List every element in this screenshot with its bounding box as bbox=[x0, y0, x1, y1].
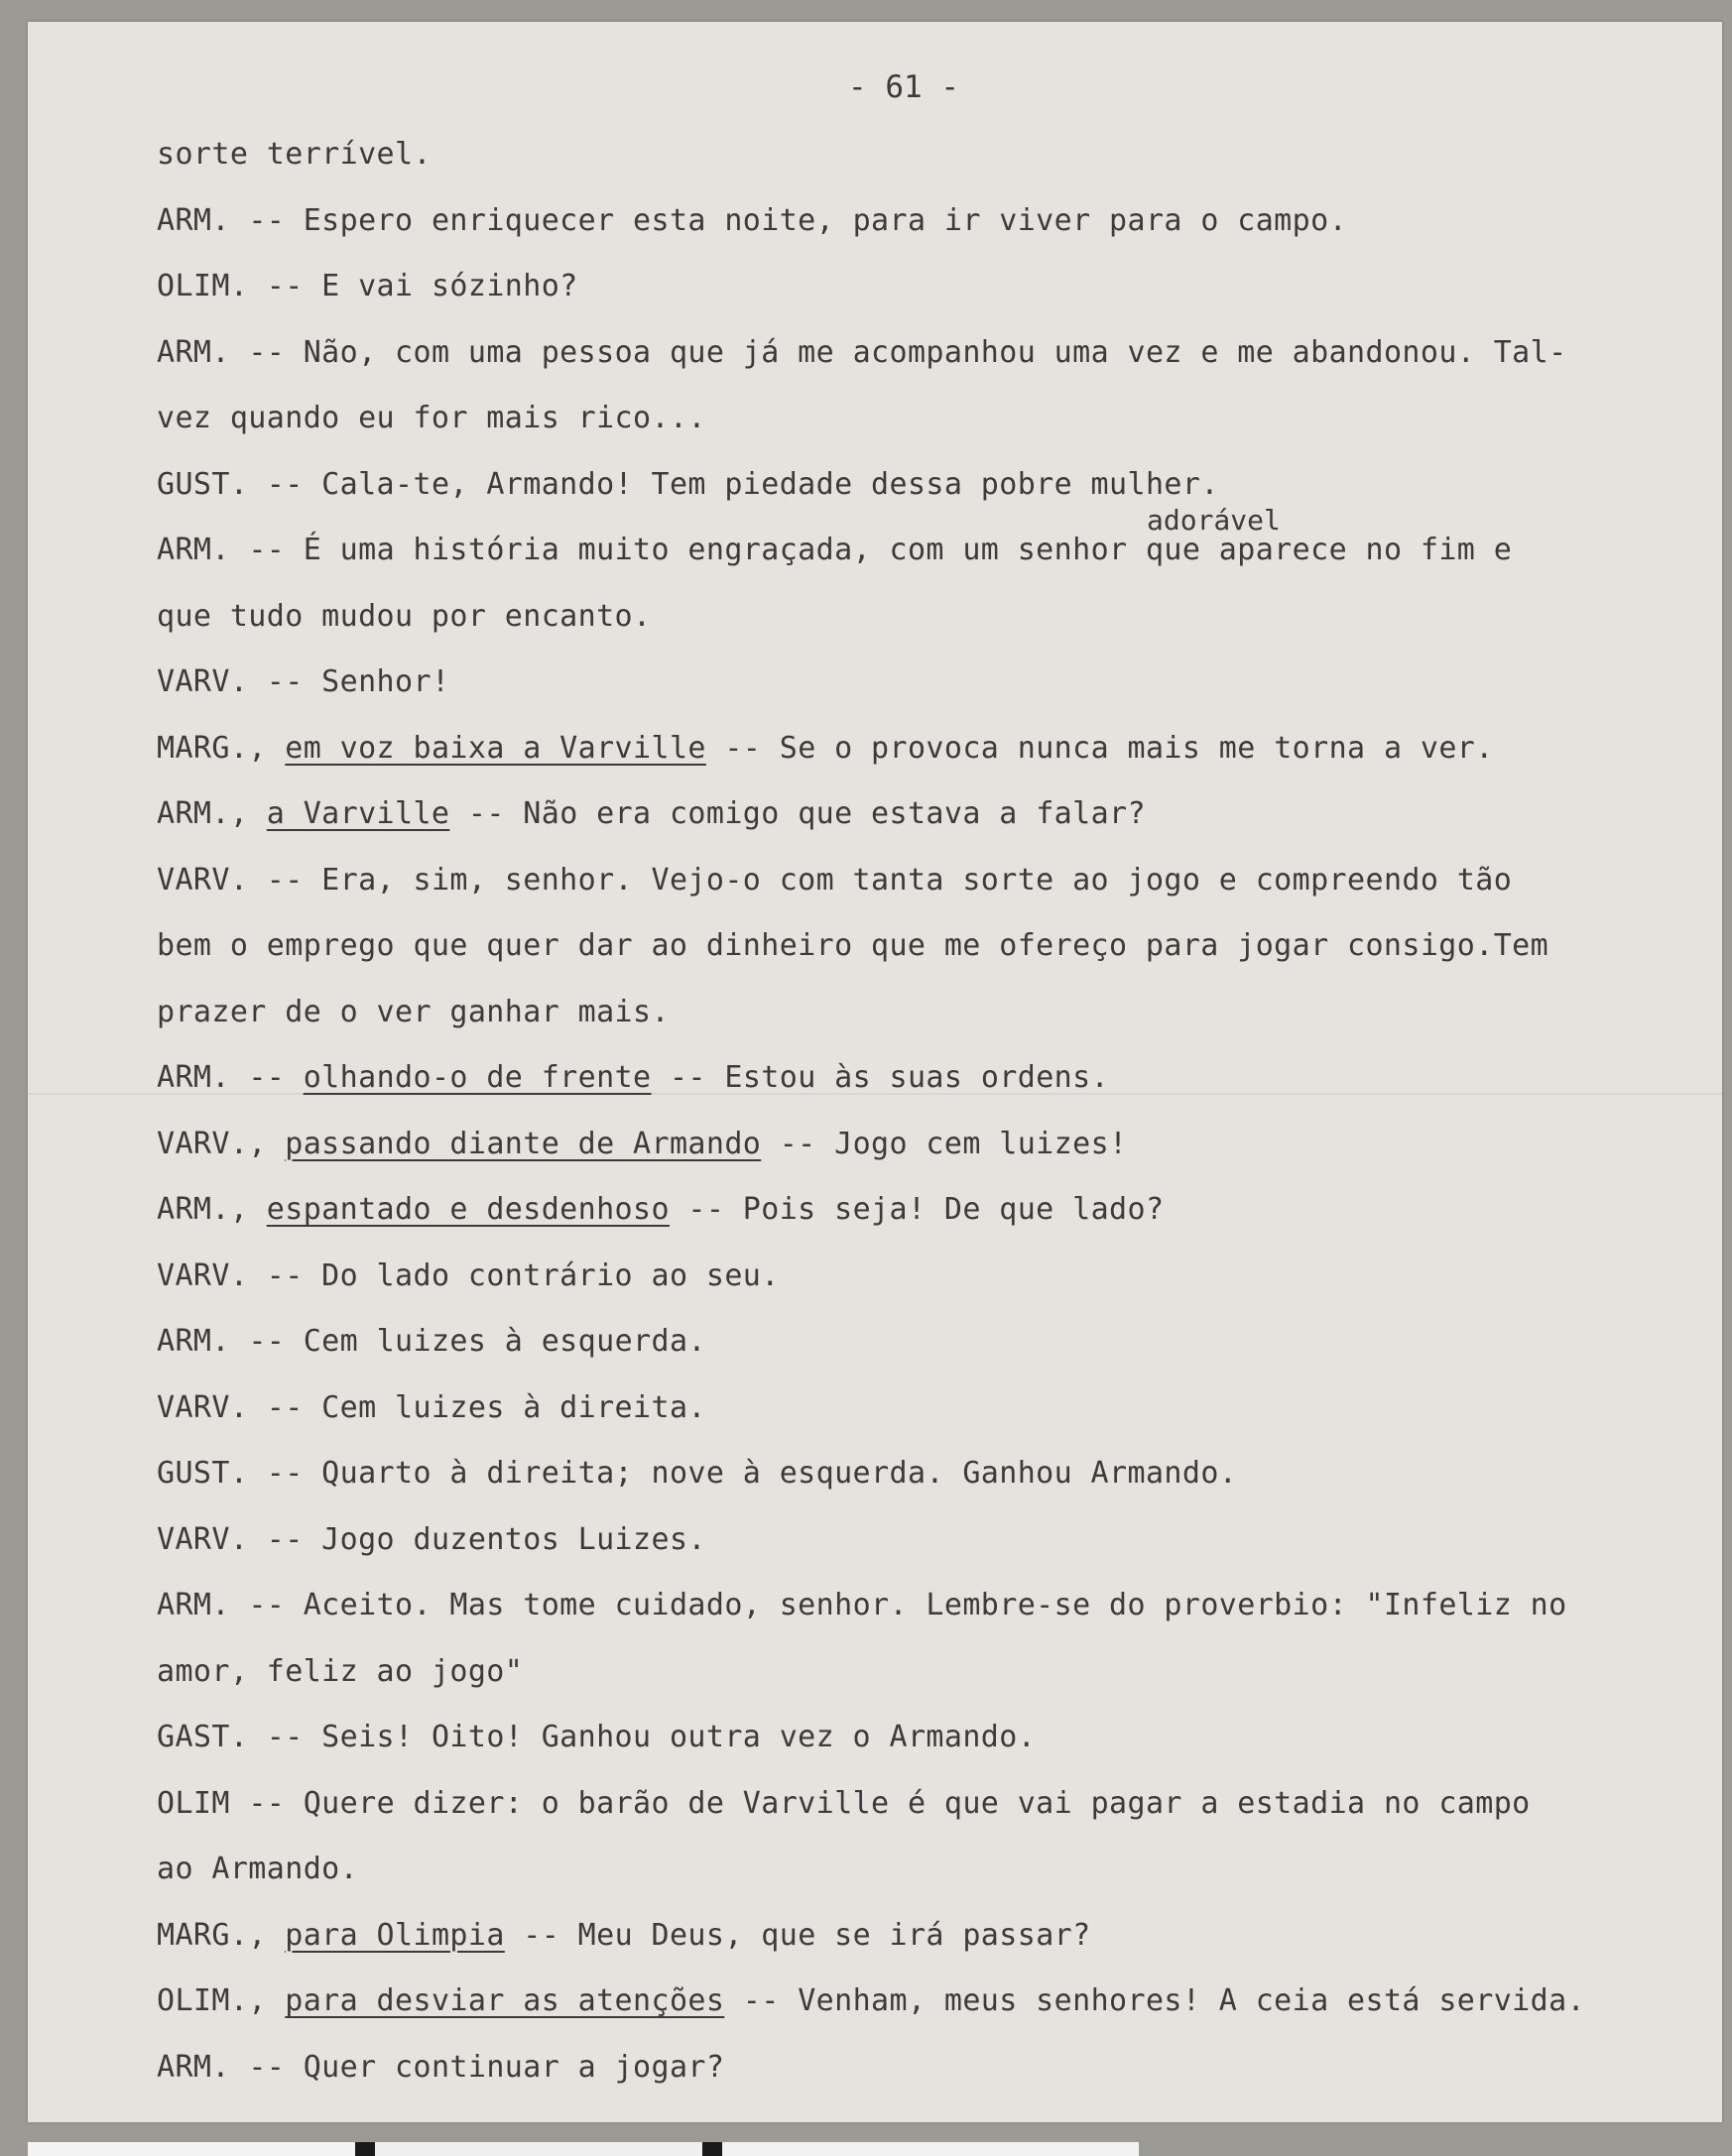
script-line bbox=[157, 2050, 724, 2085]
dash-separator: -- bbox=[229, 2049, 304, 2085]
script-line bbox=[157, 1060, 1109, 1095]
dash-separator: -- bbox=[248, 466, 322, 502]
stage-direction: passando diante de Armando bbox=[285, 1126, 762, 1161]
handwritten-insertion: adorável bbox=[1147, 504, 1281, 537]
speaker-name: GAST. bbox=[157, 1720, 249, 1754]
speaker-name: VARV. bbox=[157, 1521, 249, 1557]
dialogue-text: Espero enriquecer esta noite, para ir viver para o campo. bbox=[303, 202, 1348, 238]
speaker-name: VARV. bbox=[157, 1389, 249, 1425]
dialogue-text: Se o provoca nunca mais me torna a ver. bbox=[779, 730, 1494, 766]
speaker-name: VARV. bbox=[157, 862, 249, 898]
speaker-name: GUST. bbox=[157, 466, 249, 502]
dialogue-text: Venham, meus senhores! A ceia está servida. bbox=[798, 1983, 1586, 2018]
script-line bbox=[157, 1456, 1237, 1491]
script-line bbox=[157, 863, 1512, 898]
dash-separator: -- bbox=[229, 1785, 304, 1821]
script-line bbox=[157, 1983, 1585, 2018]
script-line bbox=[157, 1522, 706, 1557]
script-line bbox=[157, 928, 1548, 963]
speaker-name: ARM., bbox=[157, 1192, 249, 1227]
dash-separator: -- bbox=[669, 1192, 743, 1227]
dialogue-text: Do lado contrário ao seu. bbox=[321, 1258, 780, 1293]
dialogue-text: Meu Deus, que se irá passar? bbox=[577, 1917, 1091, 1953]
speaker-name: MARG., bbox=[157, 730, 267, 766]
speaker-name: ARM. bbox=[157, 533, 230, 567]
script-line bbox=[157, 1258, 780, 1293]
dialogue-text: Não, com uma pessoa que já me acompanhou uma vez e me abandonou. Tal- bbox=[303, 334, 1567, 370]
dash-separator: -- bbox=[248, 1456, 322, 1491]
stage-direction: a Varville bbox=[266, 796, 450, 831]
dialogue-text: bem o emprego que quer dar ao dinheiro que me ofereço para jogar consigo.Tem bbox=[157, 928, 1549, 963]
dash-separator: -- bbox=[504, 1917, 578, 1953]
dash-separator: -- bbox=[229, 1588, 304, 1622]
dialogue-text: Aceito. Mas tome cuidado, senhor. Lembre-se do proverbio: "Infeliz no bbox=[303, 1588, 1567, 1622]
script-line bbox=[157, 1654, 523, 1689]
dash-separator: -- bbox=[449, 796, 524, 831]
dialogue-text: Não era comigo que estava a falar? bbox=[523, 796, 1146, 831]
script-line bbox=[157, 796, 1146, 831]
dash-separator: -- bbox=[724, 1983, 799, 2018]
script-line bbox=[157, 1852, 358, 1886]
dialogue-text: Seis! Oito! Ganhou outra vez o Armando. bbox=[321, 1720, 1037, 1754]
script-line bbox=[157, 533, 1512, 567]
dash-separator: -- bbox=[229, 533, 304, 567]
script-line bbox=[157, 269, 578, 303]
script-line bbox=[157, 995, 670, 1029]
script-line bbox=[157, 664, 449, 699]
speaker-name: ARM. bbox=[157, 334, 230, 370]
dialogue-text: prazer de o ver ganhar mais. bbox=[157, 994, 670, 1029]
script-line bbox=[157, 1918, 1091, 1953]
script-line bbox=[157, 467, 1219, 502]
speaker-name: OLIM. bbox=[157, 269, 249, 303]
dialogue-text: sorte terrível. bbox=[157, 137, 432, 172]
speaker-name: OLIM., bbox=[157, 1983, 267, 2018]
stage-direction: para Olimpia bbox=[285, 1917, 505, 1953]
script-line bbox=[157, 401, 706, 435]
speaker-name: GUST. bbox=[157, 1456, 249, 1491]
dash-separator: -- bbox=[248, 1521, 322, 1557]
dash-separator: -- bbox=[705, 730, 780, 766]
script-line bbox=[157, 731, 1494, 766]
dash-separator: -- bbox=[229, 334, 304, 370]
dash-separator: -- bbox=[229, 1324, 304, 1359]
speaker-name: ARM. bbox=[157, 1588, 230, 1622]
dialogue-text: Cem luizes à esquerda. bbox=[303, 1324, 706, 1359]
script-line bbox=[157, 1324, 706, 1359]
dialogue-text: Cala-te, Armando! Tem piedade dessa pobre mulher. bbox=[321, 466, 1219, 502]
dialogue-text: vez quando eu for mais rico... bbox=[157, 401, 706, 435]
script-line bbox=[157, 1720, 1036, 1754]
dialogue-text: amor, feliz ao jogo" bbox=[157, 1653, 524, 1689]
dash-separator: -- bbox=[248, 1258, 322, 1293]
dialogue-text: Quer continuar a jogar? bbox=[303, 2049, 725, 2085]
dash-separator: -- bbox=[229, 1060, 304, 1095]
dash-separator: -- bbox=[651, 1060, 725, 1095]
speaker-name: ARM. bbox=[157, 202, 230, 238]
speaker-name: ARM. bbox=[157, 1060, 230, 1095]
dialogue-text: Jogo cem luizes! bbox=[834, 1126, 1128, 1161]
dialogue-text: Cem luizes à direita. bbox=[321, 1389, 706, 1425]
speaker-name: OLIM bbox=[157, 1785, 230, 1821]
dialogue-text: que tudo mudou por encanto. bbox=[157, 598, 652, 634]
dialogue-text: ao Armando. bbox=[157, 1852, 359, 1886]
speaker-name: MARG., bbox=[157, 1917, 267, 1953]
dialogue-text: E vai sózinho? bbox=[321, 269, 578, 303]
color-scale-bar bbox=[28, 2142, 1139, 2156]
dash-separator: -- bbox=[761, 1126, 835, 1161]
speaker-name: VARV. bbox=[157, 664, 249, 699]
dialogue-text: Quere dizer: o barão de Varville é que vai pagar a estadia no campo bbox=[303, 1785, 1531, 1821]
dash-separator: -- bbox=[248, 664, 322, 699]
script-line bbox=[157, 335, 1567, 370]
stage-direction: em voz baixa a Varville bbox=[285, 730, 706, 766]
dialogue-text: Quarto à direita; nove à esquerda. Ganhou Armando. bbox=[321, 1456, 1238, 1491]
script-line bbox=[157, 599, 651, 634]
speaker-name: VARV., bbox=[157, 1126, 267, 1161]
script-line bbox=[157, 203, 1347, 238]
dialogue-text: Jogo duzentos Luizes. bbox=[321, 1521, 706, 1557]
script-line bbox=[157, 1127, 1128, 1161]
dialogue-text: Pois seja! De que lado? bbox=[742, 1192, 1165, 1227]
speaker-name: ARM. bbox=[157, 1324, 230, 1359]
dash-separator: -- bbox=[248, 1389, 322, 1425]
dash-separator: -- bbox=[248, 269, 322, 303]
dialogue-text: Estou às suas ordens. bbox=[724, 1060, 1110, 1095]
speaker-name: VARV. bbox=[157, 1258, 249, 1293]
script-line bbox=[157, 1786, 1531, 1821]
stage-direction: olhando-o de frente bbox=[303, 1060, 652, 1095]
script-line bbox=[157, 1192, 1164, 1227]
dash-separator: -- bbox=[229, 202, 304, 238]
speaker-name: ARM., bbox=[157, 796, 249, 831]
script-line bbox=[157, 1390, 706, 1425]
stage-direction: espantado e desdenhoso bbox=[266, 1192, 670, 1227]
script-line bbox=[157, 1588, 1567, 1622]
dash-separator: -- bbox=[248, 1720, 322, 1754]
dialogue-text: Senhor! bbox=[321, 664, 450, 699]
stage-direction: para desviar as atenções bbox=[285, 1983, 725, 2018]
dash-separator: -- bbox=[248, 862, 322, 898]
page-number: - 61 - bbox=[848, 69, 959, 105]
dialogue-text: É uma história muito engraçada, com um senhor que aparece no fim e bbox=[303, 533, 1513, 567]
dialogue-text: Era, sim, senhor. Vejo-o com tanta sorte ao jogo e compreendo tão bbox=[321, 862, 1513, 898]
script-line bbox=[157, 137, 432, 172]
speaker-name: ARM. bbox=[157, 2049, 230, 2085]
